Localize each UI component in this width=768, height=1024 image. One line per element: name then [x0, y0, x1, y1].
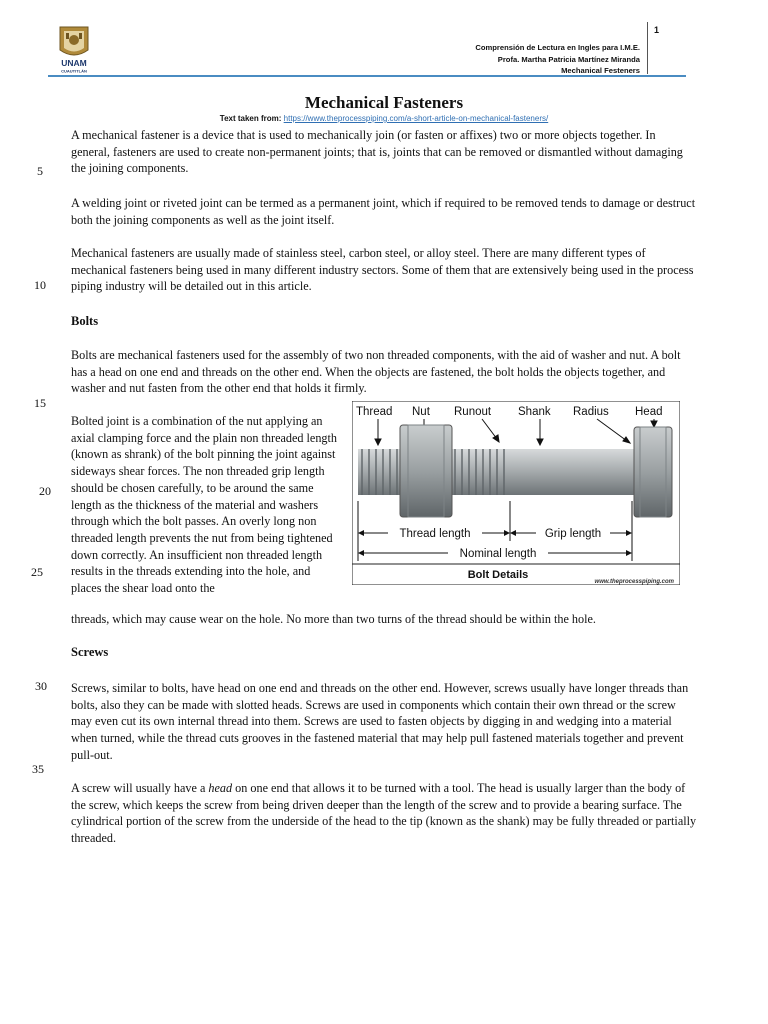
logo-subtext: CUAUTITLÁN [61, 68, 87, 74]
header-divider [647, 22, 648, 74]
topic-name: Mechanical Festeners [561, 66, 640, 75]
heading-bolts: Bolts [71, 314, 99, 328]
label-grip-length: Grip length [544, 528, 602, 540]
paragraph-5: Bolted joint is a combination of the nut applying an axial clamping force and the plain non threaded length (known as shrank) of the bolt pinning the joint against sideways shear forces. The non threaded grip length should be chosen carefully, to be around the same length as the thickness of the material and washers through which the bolt passes. An overly long non threaded length prevents the nut from being tightened down correctly. An insufficient non threaded length results in the threads extending into the hole, and places the shear load onto the [71, 414, 337, 596]
source-label: Text taken from: [219, 114, 282, 123]
bolt-details-figure [352, 401, 680, 585]
paragraph-5-continued: threads, which may cause wear on the hole. No more than two turns of the thread should be within the hole. [71, 612, 596, 626]
header-info [475, 42, 640, 77]
line-number: 25 [31, 565, 43, 579]
paragraph-4: Bolts are mechanical fasteners used for the assembly of two non threaded components, with the aid of washer and nut. A bolt has a head on one end and threads on the other end. When the objects are fastened, the bolt holds the objects together, and washer and nut fasten from the other end that holds it firmly. [71, 348, 681, 396]
label-head: Head [635, 406, 663, 418]
label-shank: Shank [518, 406, 551, 418]
figure-credit: www.theprocesspiping.com [594, 579, 674, 585]
label-nominal-length: Nominal length [459, 548, 537, 560]
source-link[interactable]: https://www.theprocesspiping.com/a-short-article-on-mechanical-fasteners/ [283, 114, 549, 123]
header-rule [48, 75, 686, 77]
paragraph-7-start: A screw will usually have a [71, 781, 209, 795]
line-number: 5 [37, 164, 43, 178]
figure-caption: Bolt Details [467, 569, 529, 581]
label-nut: Nut [412, 406, 430, 418]
bolt-shaft [358, 449, 634, 495]
unam-logo [52, 24, 96, 74]
source-line [0, 114, 768, 123]
course-name: Comprensión de Lectura en Ingles para I.M.E. [475, 43, 640, 52]
line-number: 20 [39, 484, 51, 498]
label-thread-length: Thread length [399, 528, 471, 540]
paragraph-7-end: on one end that allows it to be turned with a tool. The head is usually larger than the body of the screw, which keeps the screw from being driven deeper than the length of the screw and to provide a bearing surface. The cylindrical portion of the screw from the underside of the head to the tip (known as the shank) may be fully threaded or partially threaded. [71, 781, 697, 846]
label-thread: Thread [356, 406, 393, 418]
paragraph-6: Screws, similar to bolts, have head on one end and threads on the other end. However, screws usually have longer threads than bolts, also they can be made with slotted heads. Screws are used in components which contain their own thread or the screw may even cut its own internal thread into them. Screws are used to fasten objects by digging in and wedging into a material when turned, while the thread cuts grooves in the fastened material that may help pull fastened materials together and prevent pull-out. [71, 681, 689, 762]
line-number: 35 [32, 762, 44, 776]
line-number: 10 [34, 278, 46, 292]
paragraph-2: A welding joint or riveted joint can be termed as a permanent joint, which if required to be removed tends to damage or destruct both the joining components as well as the joint itself. [71, 196, 696, 227]
label-radius: Radius [573, 406, 609, 418]
page-number: 1 [654, 25, 660, 35]
document-title: Mechanical Fasteners [304, 93, 464, 112]
professor-name: Profa. Martha Patricia Martínez Miranda [497, 54, 640, 64]
label-runout: Runout [454, 406, 492, 418]
line-number: 15 [34, 396, 46, 410]
paragraph-7-emphasis: head [208, 781, 233, 795]
heading-screws: Screws [71, 645, 109, 659]
paragraph-7 [71, 780, 697, 847]
paragraph-1: A mechanical fastener is a device that is used to mechanically join (or fasten or affixes) two or more objects together. In general, fasteners are used to create non-permanent joints; that is, joints that can be removed or dismantled without damaging the joining components. [71, 128, 683, 176]
logo-text: UNAM [61, 58, 87, 68]
paragraph-3: Mechanical fasteners are usually made of stainless steel, carbon steel, or alloy steel. There are many different types of mechanical fasteners being used in many different industry sectors. Some of them that are extensively being used in the process piping industry will be detailed out in this article. [71, 246, 694, 294]
line-number: 30 [35, 679, 47, 693]
